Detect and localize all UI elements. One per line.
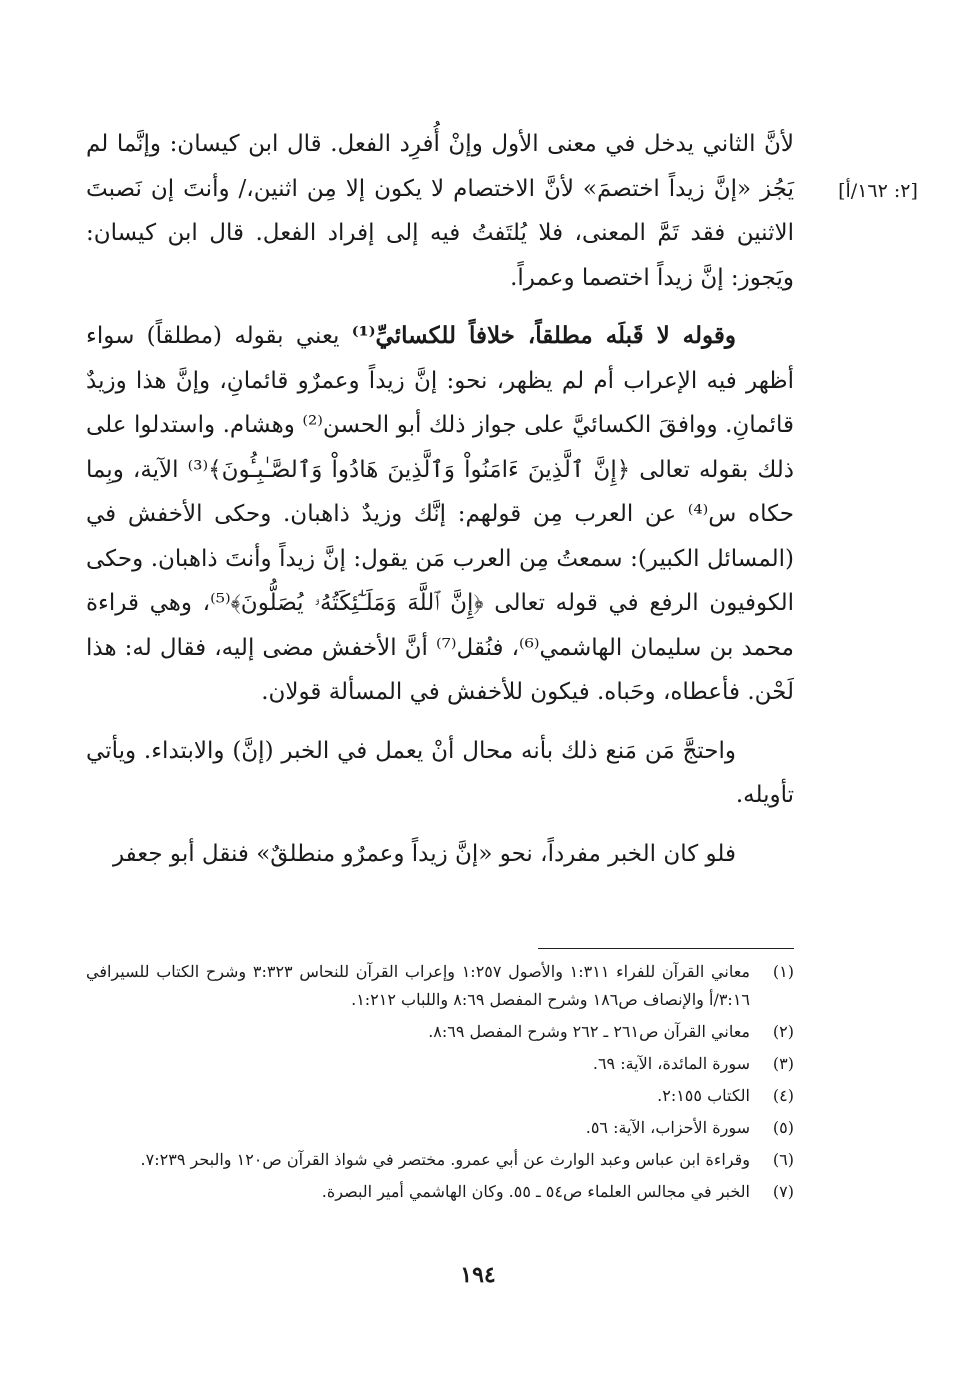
footnote-number: (٦) bbox=[772, 1150, 794, 1169]
footnote-item bbox=[86, 1050, 794, 1078]
paragraph-3: واحتجَّ مَن مَنع ذلك بأنه محال أنْ يعمل في الخبر (إنَّ) والابتداء. ويأتي تأويله. bbox=[86, 737, 794, 808]
footnote-number: (٤) bbox=[772, 1086, 794, 1105]
footnote-item bbox=[86, 1082, 794, 1110]
quoted-rule-text: وقوله لا قَبلَه مطلقاً، خلافاً للكسائيِّ⁽¹⁾ bbox=[351, 322, 736, 349]
footnote-number: (٧) bbox=[772, 1182, 794, 1201]
footnote-item bbox=[86, 1178, 794, 1206]
footnote-text: معاني القرآن للفراء ١:٣١١ والأصول ١:٢٥٧ وإعراب القرآن للنحاس ٣:٣٢٣ وشرح الكتاب للسيرافي ٣:١٦/أ والإنصاف ص١٨٦ وشرح المفصل ٨:٦٩ واللباب ١:٢١٢. bbox=[86, 962, 750, 1009]
footnote-separator-line bbox=[538, 948, 794, 949]
footnote-number: (٣) bbox=[772, 1054, 794, 1073]
footnotes-section bbox=[86, 958, 794, 1210]
paragraph-4: فلو كان الخبر مفرداً، نحو «إنَّ زيداً وعمرٌو منطلقٌ» فنقل أبو جعفر bbox=[112, 840, 736, 867]
footnote-text: سورة المائدة، الآية: ٦٩. bbox=[592, 1054, 750, 1073]
footnote-item bbox=[86, 1018, 794, 1046]
footnote-number: (٢) bbox=[772, 1022, 794, 1041]
footnote-item bbox=[86, 1114, 794, 1142]
page-number: ١٩٤ bbox=[460, 1262, 496, 1288]
footnote-number: (١) bbox=[772, 962, 794, 981]
footnote-text: الكتاب ٢:١٥٥. bbox=[657, 1086, 750, 1105]
footnote-item bbox=[86, 1146, 794, 1174]
paragraph-2-body: يعني بقوله (مطلقاً) سواء أظهر فيه الإعراب أم لم يظهر، نحو: إنَّ زيداً وعمرٌو قائمانِ، وإنَّ هذا وزيدٌ قائمانِ. ووافقَ الكسائيَّ على جواز ذلك أبو الحسن⁽²⁾ وهشام. واستدلوا على ذلك بقوله تعالى ﴿إِنَّ ٱلَّذِينَ ءَامَنُواْ وَٱلَّذِينَ هَادُواْ وَٱلصَّـٰبِـُٔونَ﴾⁽³⁾ الآية، وبِما حكاه س⁽⁴⁾ عن العرب مِن قولهم: إنَّك وزيدٌ ذاهبان. وحكى الأخفش في (المسائل الكبير): سمعتُ مِن العرب مَن يقول: إنَّ زيداً وأنتَ ذاهبان. وحكى الكوفيون الرفع في قوله تعالى ﴿إِنَّ ٱللَّهَ وَمَلَـٰٓئِكَتُهُۥ يُصَلُّونَ﴾⁽⁵⁾، وهي قراءة محمد بن سليمان الهاشمي⁽⁶⁾، فنُقل⁽⁷⁾ أنَّ الأخفش مضى إليه، فقال له: هذا لَحْن. فأعطاه، وحَباه. فيكون للأخفش في المسألة قولان. bbox=[86, 323, 795, 705]
footnote-number: (٥) bbox=[772, 1118, 794, 1137]
footnote-text: وقراءة ابن عباس وعبد الوارث عن أبي عمرو. مختصر في شواذ القرآن ص١٢٠ والبحر ٧:٢٣٩. bbox=[140, 1150, 750, 1169]
footnote-text: معاني القرآن ص٢٦١ ـ ٢٦٢ وشرح المفصل ٨:٦٩. bbox=[428, 1022, 750, 1041]
footnote-text: سورة الأحزاب، الآية: ٥٦. bbox=[585, 1118, 750, 1137]
footnote-text: الخبر في مجالس العلماء ص٥٤ ـ ٥٥. وكان الهاشمي أمير البصرة. bbox=[321, 1182, 750, 1201]
main-text-body bbox=[86, 122, 794, 876]
paragraph-2 bbox=[86, 314, 794, 715]
footnote-item bbox=[86, 958, 794, 1014]
manuscript-folio-reference: [٢: ١٦٢/أ] bbox=[838, 180, 918, 202]
paragraph-1: لأنَّ الثاني يدخل في معنى الأول وإنْ أُفرِد الفعل. قال ابن كيسان: وإنَّما لم يَجُز «إنَّ زيداً اختصمَ» لأنَّ الاختصام لا يكون إلا مِن اثنين،/ وأنتَ إن نَصبتَ الاثنين فقد تَمَّ المعنى، فلا يُلتَفتُ فيه إلى إفراد الفعل. قال ابن كيسان: ويَجوز: إنَّ زيداً اختصما وعمراً. bbox=[86, 131, 794, 291]
